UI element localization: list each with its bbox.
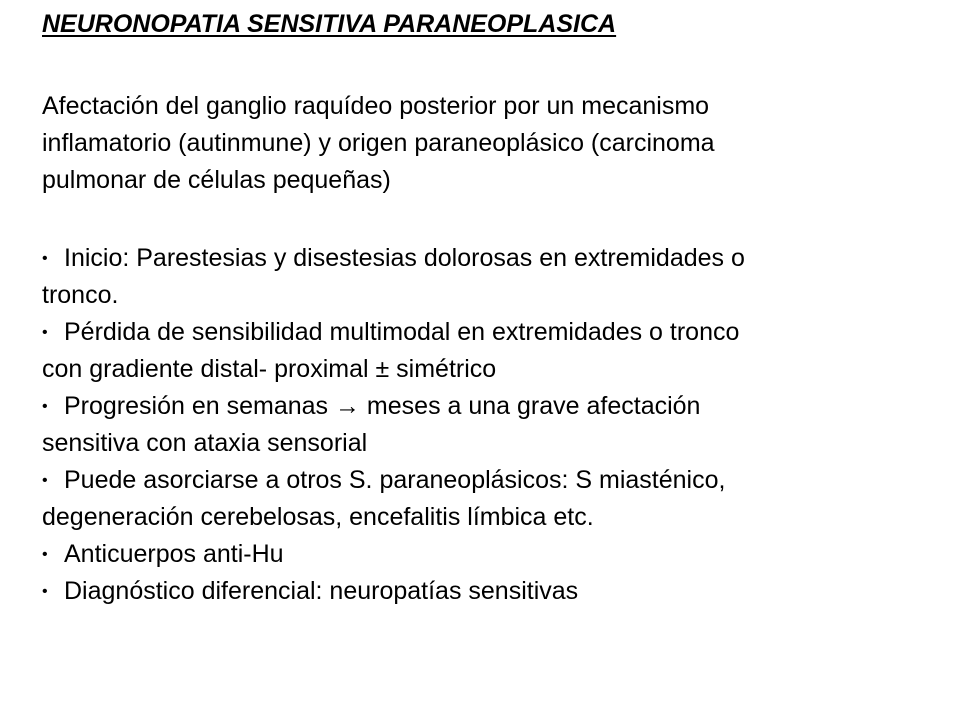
slide-title: NEURONOPATIA SENSITIVA PARANEOPLASICA xyxy=(42,10,617,38)
bullet-text: sensitiva con ataxia sensorial xyxy=(42,429,368,457)
bullet-item-perdida xyxy=(42,314,942,388)
bullet-text: Progresión en semanas → meses a una grave afectación xyxy=(64,392,701,420)
bullet-text: Puede asorciarse a otros S. paraneoplásicos: S miasténico, xyxy=(64,466,726,494)
intro-line: inflamatorio (autinmune) y origen paraneoplásico (carcinoma xyxy=(42,129,715,157)
bullet-icon: • xyxy=(42,398,48,415)
bullet-item-diagnostico xyxy=(42,573,942,610)
bullet-item-progresion xyxy=(42,388,942,462)
slide xyxy=(42,0,942,720)
intro-paragraph xyxy=(42,88,922,199)
bullet-text: Inicio: Parestesias y disestesias dolorosas en extremidades o xyxy=(64,244,745,272)
bullet-item-asociacion xyxy=(42,462,942,536)
bullet-item-anticuerpos xyxy=(42,536,942,573)
bullet-text: con gradiente distal- proximal ± simétrico xyxy=(42,355,497,383)
bullet-text: Anticuerpos anti-Hu xyxy=(64,540,284,568)
bullet-icon: • xyxy=(42,472,48,489)
bullet-list xyxy=(42,240,942,610)
bullet-icon: • xyxy=(42,546,48,563)
bullet-text: tronco. xyxy=(42,281,119,309)
bullet-icon: • xyxy=(42,583,48,600)
bullet-text: Pérdida de sensibilidad multimodal en extremidades o tronco xyxy=(64,318,740,346)
intro-line: Afectación del ganglio raquídeo posterior por un mecanismo xyxy=(42,92,710,120)
bullet-text: degeneración cerebelosas, encefalitis límbica etc. xyxy=(42,503,594,531)
bullet-icon: • xyxy=(42,250,48,267)
bullet-item-inicio xyxy=(42,240,942,314)
bullet-icon: • xyxy=(42,324,48,341)
bullet-text: Diagnóstico diferencial: neuropatías sensitivas xyxy=(64,577,579,605)
intro-line: pulmonar de células pequeñas) xyxy=(42,166,391,194)
